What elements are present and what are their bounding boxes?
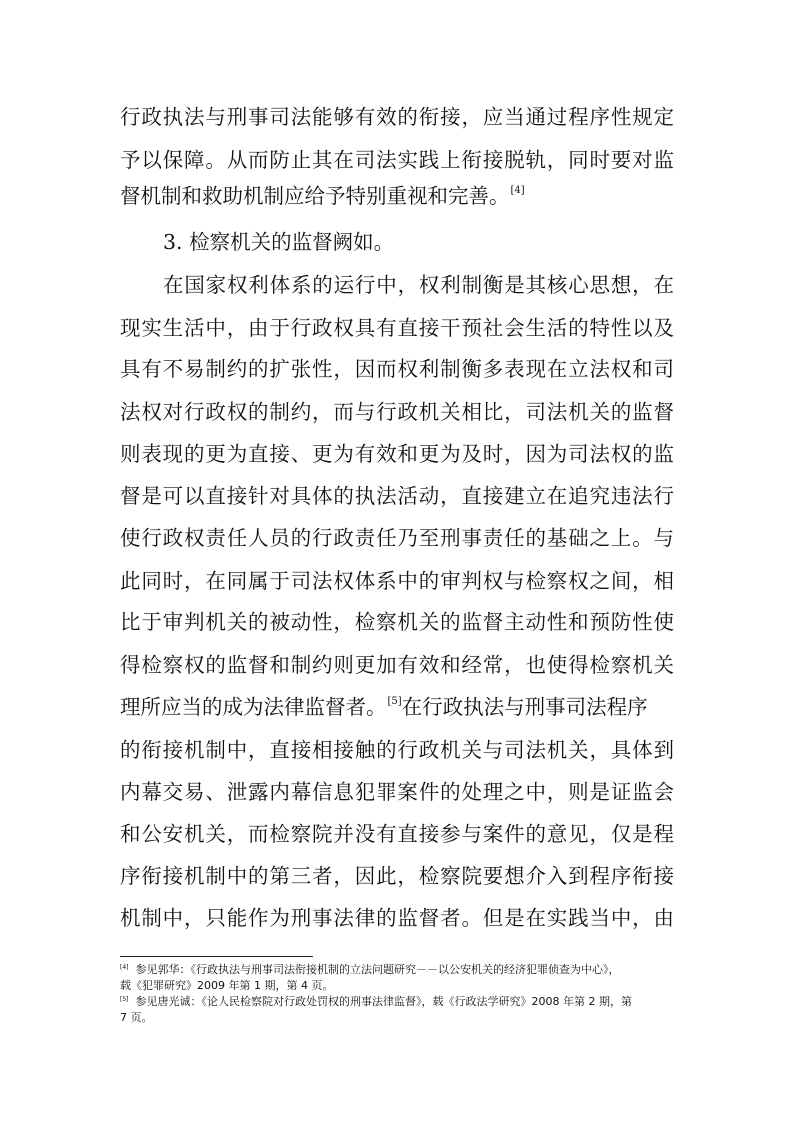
body-line-15 [120,692,674,722]
body-line-17: 内幕交易、泄露内幕信息犯罪案件的处理之中，则是证监会 [120,780,674,804]
footnote-5-line-2: 7 页。 [120,1011,153,1024]
body-line-18: 和公安机关，而检察院并没有直接参与案件的意见，仅是程 [120,822,674,846]
body-line-15-text-b: 在行政执法与刑事司法程序 [401,695,648,719]
section-heading: 3. 检察机关的监督阙如。 [163,230,395,254]
body-line-10: 督是可以直接针对具体的执法活动，直接建立在追究违法行 [120,484,674,508]
footnote-4-marker: [4] [120,964,129,971]
footnote-ref-4[interactable]: [4] [510,185,525,197]
footnote-5-marker: [5] [120,996,129,1003]
footnote-4-text: 参见郭华：《行政执法与刑事司法衔接机制的立法问题研究－－以公安机关的经济犯罪侦查为中心》， [135,963,620,976]
footnote-5-text: 参见唐光诚：《论人民检察院对行政处罚权的刑事法律监督》，载《行政法学研究》2008 年第 2 期，第 [135,995,632,1008]
body-line-1: 行政执法与刑事司法能够有效的衔接，应当通过程序性规定 [120,105,674,129]
body-line-14: 得检察权的监督和制约则更加有效和经常，也使得检察机关 [120,653,674,677]
body-line-19: 序衔接机制中的第三者，因此，检察院要想介入到程序衔接 [120,864,674,888]
body-line-2: 予以保障。从而防止其在司法实践上衔接脱轨，同时要对监 [120,148,674,172]
body-line-13: 比于审判机关的被动性，检察机关的监督主动性和预防性使 [120,610,674,634]
body-line-3-text: 督机制和救助机制应给予特别重视和完善。 [120,184,510,208]
footnote-4-line-1 [120,962,674,978]
body-line-12: 此同时，在同属于司法权体系中的审判权与检察权之间，相 [120,569,674,593]
body-line-8: 法权对行政权的制约，而与行政机关相比，司法机关的监督 [120,400,674,424]
body-line-9: 则表现的更为直接、更为有效和更为及时，因为司法权的监 [120,442,674,466]
body-line-5: 在国家权利体系的运行中，权利制衡是其核心思想，在 [163,273,674,297]
body-line-11: 使行政权责任人员的行政责任乃至刑事责任的基础之上。与 [120,526,674,550]
footnote-ref-5[interactable]: [5] [387,696,402,708]
body-line-16: 的衔接机制中，直接相接触的行政机关与司法机关，具体到 [120,738,674,762]
footnote-separator [120,956,313,957]
footnote-5-line-1 [120,994,674,1010]
body-line-3 [120,181,674,211]
body-line-7: 具有不易制约的扩张性，因而权利制衡多表现在立法权和司 [120,357,674,381]
body-line-6: 现实生活中，由于行政权具有直接干预社会生活的特性以及 [120,316,674,340]
body-line-15-text-a: 理所应当的成为法律监督者。 [120,695,387,719]
body-line-20: 机制中，只能作为刑事法律的监督者。但是在实践当中，由 [120,906,674,930]
footnote-4-line-2: 载《犯罪研究》2009 年第 1 期，第 4 页。 [120,979,334,992]
